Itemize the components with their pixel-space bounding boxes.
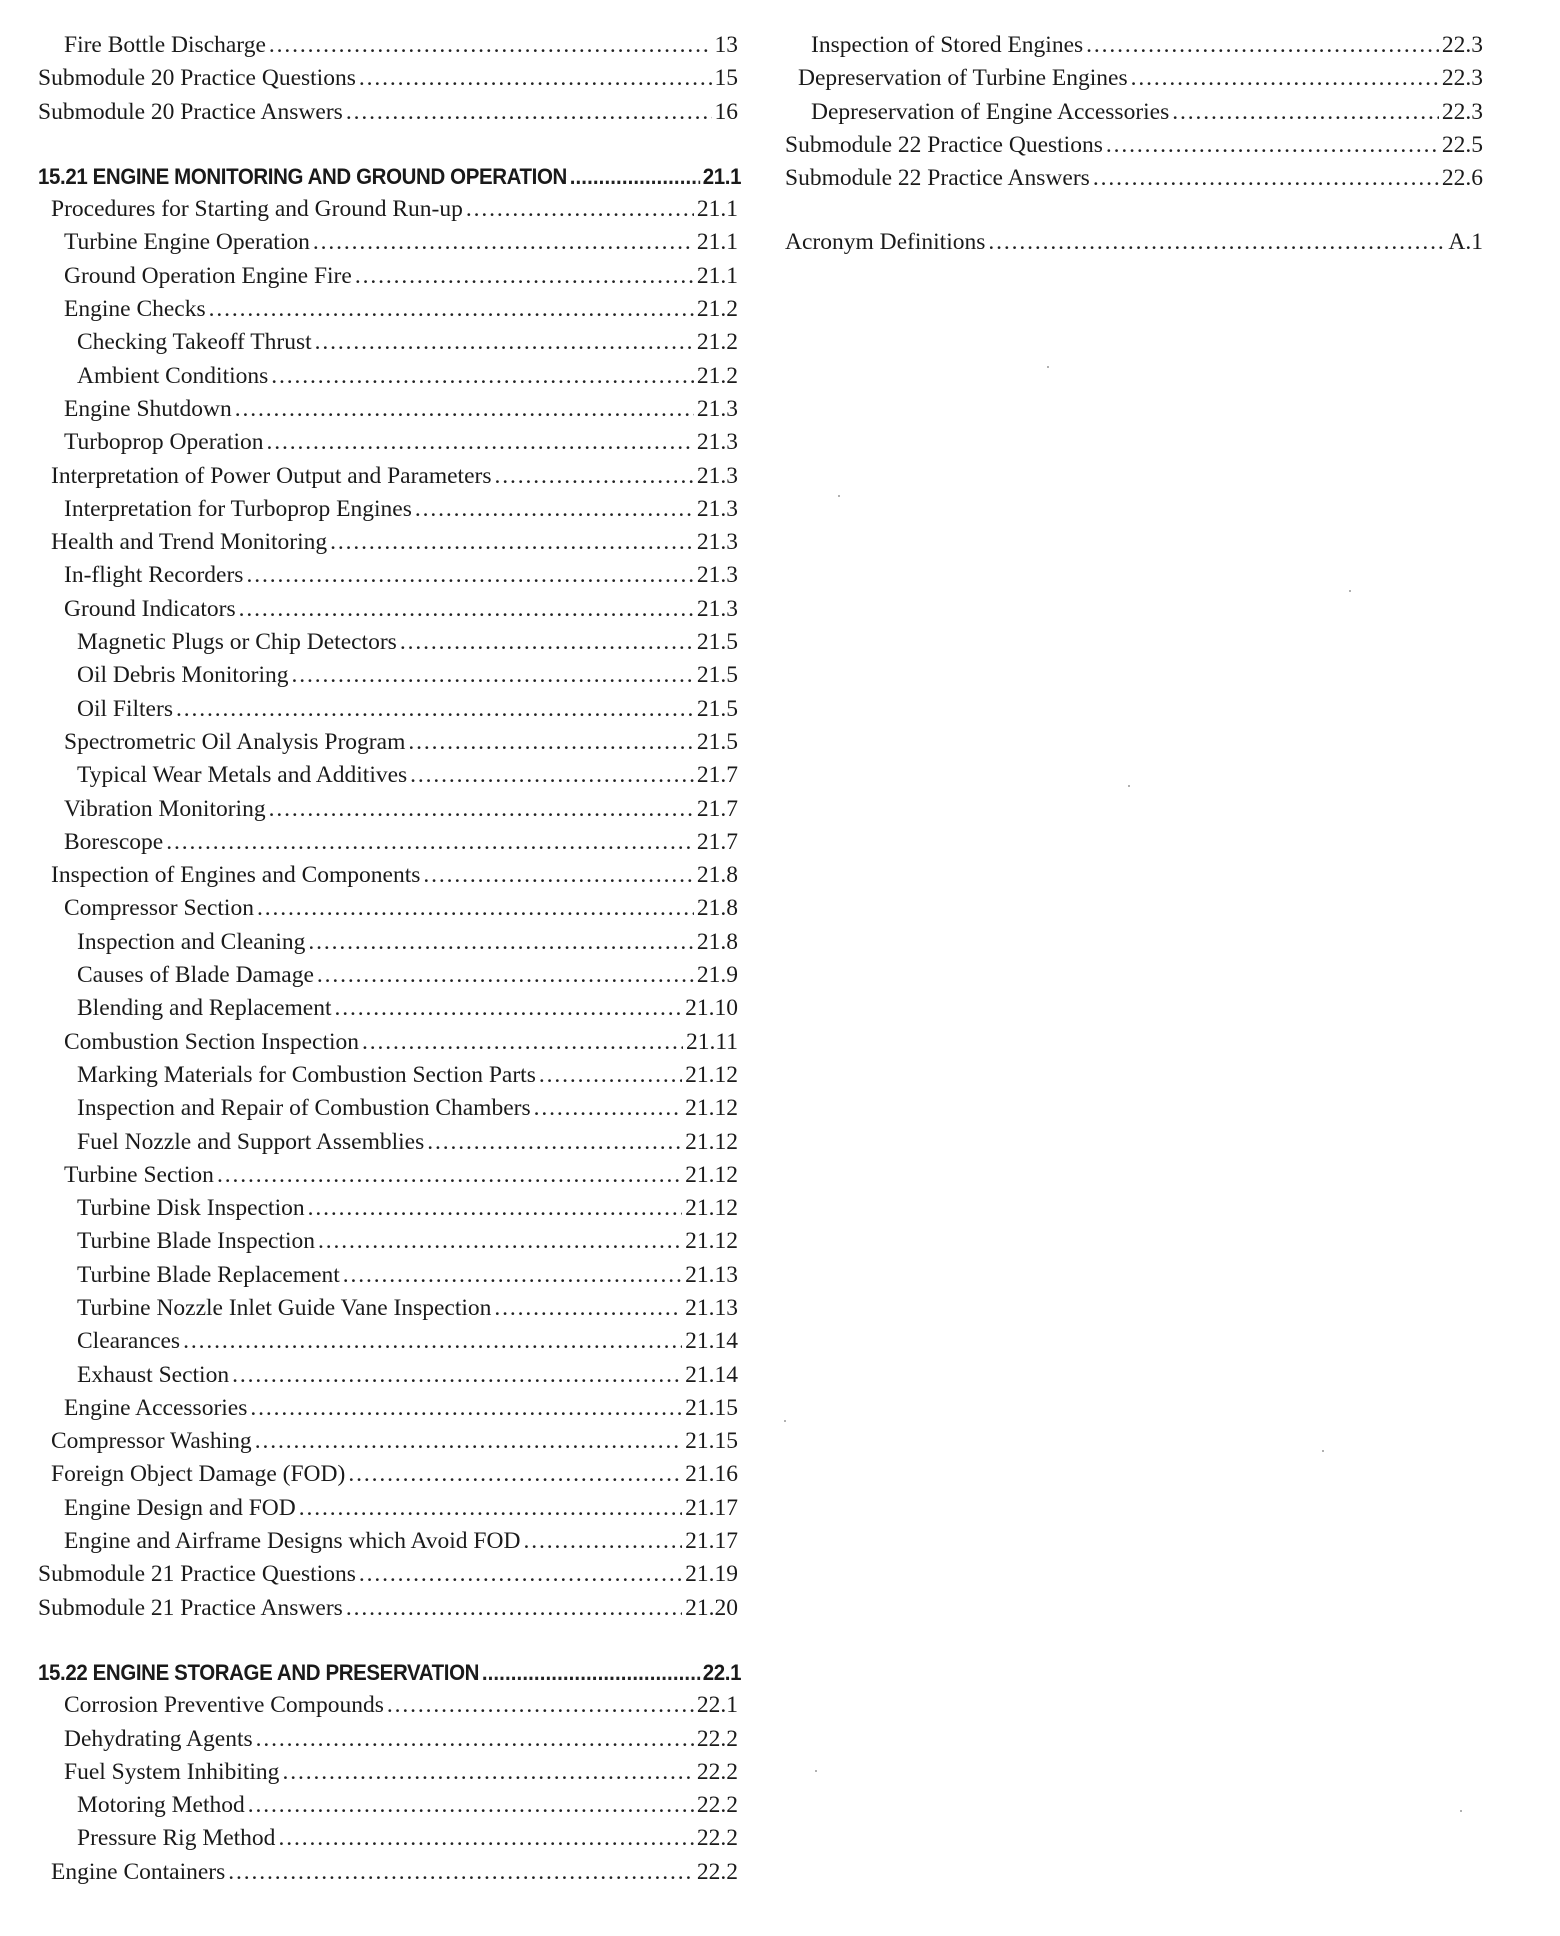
toc-entry-title: Submodule 21 Practice Answers xyxy=(38,1594,343,1621)
dot-leader xyxy=(330,526,694,559)
toc-entry-title: Pressure Rig Method xyxy=(77,1825,276,1852)
toc-entry-page: 21.14 xyxy=(685,1361,738,1388)
dot-leader xyxy=(539,1059,682,1092)
toc-entry-title: Turbine Nozzle Inlet Guide Vane Inspection xyxy=(77,1294,492,1321)
scan-speck xyxy=(1322,1450,1324,1452)
toc-entry[interactable]: Depreservation of Turbine Engines . . . 22.3 xyxy=(785,62,1483,95)
dot-leader xyxy=(267,426,694,459)
toc-entry-page: 22.2 xyxy=(696,1758,738,1785)
dot-leader xyxy=(217,1159,682,1192)
toc-entry[interactable] xyxy=(38,326,738,359)
dot-leader xyxy=(423,859,693,892)
toc-entry-page: 21.1 xyxy=(696,196,738,223)
toc-entry[interactable] xyxy=(38,1026,738,1059)
toc-entry-page: 21.11 xyxy=(685,1028,738,1055)
toc-entry-title: Motoring Method xyxy=(77,1792,245,1819)
toc-entry[interactable] xyxy=(38,426,738,459)
toc-entry-page: 21.19 xyxy=(685,1561,738,1588)
dot-leader xyxy=(257,892,694,925)
dot-leader xyxy=(209,293,694,326)
dot-leader xyxy=(176,693,694,726)
dot-leader xyxy=(308,926,693,959)
toc-entry[interactable] xyxy=(38,559,738,592)
toc-entry-title: Interpretation for Turboprop Engines xyxy=(64,495,412,522)
toc-entry[interactable] xyxy=(38,1756,738,1789)
toc-entry[interactable] xyxy=(38,1723,738,1756)
toc-entry-page: 21.5 xyxy=(696,662,738,689)
toc-entry-title: Engine Accessories xyxy=(64,1394,248,1421)
toc-entry-title: Engine Shutdown xyxy=(64,395,232,422)
dot-leader xyxy=(1093,162,1439,195)
dot-leader xyxy=(271,360,694,393)
toc-entry-title: Engine Design and FOD xyxy=(64,1494,296,1521)
toc-entry-title: Engine and Airframe Designs which Avoid FOD xyxy=(64,1528,521,1555)
toc-entry-title: Causes of Blade Damage xyxy=(77,962,314,989)
dot-leader xyxy=(256,1723,694,1756)
toc-entry[interactable]: Submodule 22 Practice Questions . . . 22.5 xyxy=(785,129,1483,162)
toc-entry-title: Inspection and Repair of Combustion Chambers xyxy=(77,1095,531,1122)
toc-entry-page: 21.13 xyxy=(685,1294,738,1321)
toc-entry-title: Inspection of Engines and Components xyxy=(51,862,421,889)
toc-entry[interactable] xyxy=(38,659,738,692)
toc-entry-page: 21.14 xyxy=(685,1328,738,1355)
toc-entry-title: Oil Debris Monitoring xyxy=(77,662,289,689)
toc-entry[interactable] xyxy=(38,226,738,259)
toc-entry-page: 21.3 xyxy=(696,595,738,622)
section-heading-15-22[interactable]: 15.22 ENGINE STORAGE AND PRESERVATION . . . 22.1 xyxy=(38,1656,741,1689)
toc-entry-page: 22.2 xyxy=(696,1825,738,1852)
dot-leader xyxy=(495,460,694,493)
dot-leader xyxy=(313,226,694,259)
dot-leader xyxy=(239,593,694,626)
toc-entry[interactable] xyxy=(38,1789,738,1822)
toc-entry-title: Oil Filters xyxy=(77,695,173,722)
toc-entry-title: Health and Trend Monitoring xyxy=(51,529,328,556)
toc-entry-page: 21.8 xyxy=(696,862,738,889)
toc-entry-page: 21.12 xyxy=(685,1228,738,1255)
toc-entry-page: 21.15 xyxy=(685,1394,738,1421)
toc-entry-page: 21.10 xyxy=(685,995,738,1022)
toc-entry[interactable] xyxy=(38,1126,738,1159)
dot-leader xyxy=(415,493,694,526)
toc-entry-page: 21.3 xyxy=(696,395,738,422)
scan-speck xyxy=(1047,366,1049,368)
section-heading-15-21[interactable]: 15.21 ENGINE MONITORING AND GROUND OPERATION . . . 21.1 xyxy=(38,160,741,193)
dot-leader xyxy=(359,1558,682,1591)
toc-entry[interactable] xyxy=(38,959,738,992)
toc-entry[interactable] xyxy=(38,826,738,859)
toc-entry-page: 22.2 xyxy=(696,1858,738,1885)
toc-entry-page: 21.9 xyxy=(696,962,738,989)
dot-leader xyxy=(482,1656,700,1689)
toc-entry-page: 22.2 xyxy=(696,1792,738,1819)
dot-leader xyxy=(248,1789,694,1822)
toc-entry-page: 22.2 xyxy=(696,1725,738,1752)
dot-leader xyxy=(250,1392,682,1425)
toc-entry[interactable]: Submodule 20 Practice Answers . . . 16 xyxy=(38,96,738,129)
dot-leader xyxy=(315,326,694,359)
dot-leader xyxy=(348,1458,682,1491)
toc-entry-page: 21.3 xyxy=(696,562,738,589)
toc-entry[interactable] xyxy=(38,759,738,792)
toc-entry-title: Blending and Replacement xyxy=(77,995,332,1022)
toc-entry-title: Turbine Blade Inspection xyxy=(77,1228,316,1255)
dot-leader xyxy=(346,96,712,129)
toc-entry-title: Turbine Disk Inspection xyxy=(77,1195,305,1222)
dot-leader xyxy=(400,626,694,659)
toc-entry-page: 21.7 xyxy=(696,795,738,822)
scan-speck xyxy=(1460,1810,1462,1812)
toc-entry-page: 21.15 xyxy=(685,1428,738,1455)
dot-leader xyxy=(292,659,694,692)
toc-entry-page: 21.2 xyxy=(696,329,738,356)
toc-entry-title: Checking Takeoff Thrust xyxy=(77,329,312,356)
toc-right-column xyxy=(785,29,1483,260)
toc-entry[interactable] xyxy=(38,1192,738,1225)
toc-entry[interactable] xyxy=(38,1325,738,1358)
scan-speck xyxy=(1349,590,1351,592)
toc-entry-page: 21.3 xyxy=(696,529,738,556)
toc-entry-title: Exhaust Section xyxy=(77,1361,230,1388)
toc-entry-title: Spectrometric Oil Analysis Program xyxy=(64,728,406,755)
toc-entry-page: 21.8 xyxy=(696,895,738,922)
dot-leader xyxy=(335,992,683,1025)
dot-leader xyxy=(1106,129,1439,162)
toc-entry[interactable] xyxy=(38,1159,738,1192)
toc-entry[interactable]: Submodule 22 Practice Answers . . . 22.6 xyxy=(785,162,1483,195)
toc-entry-page: 21.12 xyxy=(685,1195,738,1222)
toc-entry-title: Ground Indicators xyxy=(64,595,236,622)
dot-leader xyxy=(494,1292,682,1325)
section-21-entries xyxy=(38,193,738,1625)
section-22-entries xyxy=(38,1689,738,1889)
dot-leader xyxy=(299,1492,682,1525)
toc-entry[interactable] xyxy=(38,1225,738,1258)
scan-speck xyxy=(815,1770,817,1772)
toc-entry[interactable] xyxy=(38,1292,738,1325)
toc-entry-title: Combustion Section Inspection xyxy=(64,1028,360,1055)
toc-entry-title: Clearances xyxy=(77,1328,181,1355)
toc-entry-title: Turbine Section xyxy=(64,1161,214,1188)
toc-entry-page: 21.16 xyxy=(685,1461,738,1488)
toc-entry-page: 21.1 xyxy=(696,262,738,289)
toc-entry[interactable] xyxy=(38,1856,738,1889)
toc-entry[interactable] xyxy=(38,626,738,659)
toc-entry-title: Turbine Engine Operation xyxy=(64,229,310,256)
toc-entry-title: Turboprop Operation xyxy=(64,429,264,456)
toc-entry-title: Foreign Object Damage (FOD) xyxy=(51,1461,346,1488)
toc-entry-title: Dehydrating Agents xyxy=(64,1725,253,1752)
toc-entry-title: Compressor Section xyxy=(64,895,254,922)
scan-speck xyxy=(784,1420,786,1422)
dot-leader xyxy=(410,759,694,792)
toc-entry[interactable] xyxy=(38,1425,738,1458)
toc-entry[interactable] xyxy=(38,1592,738,1625)
toc-entry[interactable]: Fire Bottle Discharge . . . 13 xyxy=(38,29,738,62)
toc-entry-title: Corrosion Preventive Compounds xyxy=(64,1692,384,1719)
toc-entry[interactable] xyxy=(38,460,738,493)
scan-speck xyxy=(838,495,840,497)
toc-entry-page: 21.20 xyxy=(685,1594,738,1621)
toc-entry-page: 21.8 xyxy=(696,928,738,955)
toc-entry-page: 21.17 xyxy=(685,1494,738,1521)
dot-leader xyxy=(534,1092,683,1125)
toc-entry[interactable]: Inspection of Stored Engines . . . 22.3 xyxy=(785,29,1483,62)
toc-entry[interactable] xyxy=(38,793,738,826)
toc-entry[interactable] xyxy=(38,726,738,759)
toc-entry[interactable] xyxy=(38,1525,738,1558)
toc-entry-acronyms[interactable]: Acronym Definitions . . . A.1 xyxy=(785,226,1483,259)
toc-entry-page: 21.2 xyxy=(696,296,738,323)
toc-entry-title: Submodule 21 Practice Questions xyxy=(38,1561,356,1588)
toc-entry[interactable] xyxy=(38,360,738,393)
toc-entry[interactable] xyxy=(38,393,738,426)
toc-entry-title: Inspection and Cleaning xyxy=(77,928,306,955)
toc-entry[interactable] xyxy=(38,493,738,526)
toc-entry-title: Interpretation of Power Output and Parameters xyxy=(51,462,492,489)
dot-leader xyxy=(1131,62,1439,95)
toc-left-column xyxy=(38,29,742,1889)
dot-leader xyxy=(346,1592,682,1625)
dot-leader xyxy=(343,1259,682,1292)
dot-leader xyxy=(235,393,694,426)
toc-entry-title: Procedures for Starting and Ground Run-up xyxy=(51,196,463,223)
toc-entry[interactable] xyxy=(38,193,738,226)
toc-entry-title: Ground Operation Engine Fire xyxy=(64,262,352,289)
dot-leader xyxy=(408,726,694,759)
dot-leader xyxy=(228,1856,694,1889)
toc-entry[interactable] xyxy=(38,992,738,1025)
dot-leader xyxy=(269,29,712,62)
toc-entry-page: 21.7 xyxy=(696,828,738,855)
toc-entry-title: Fuel System Inhibiting xyxy=(64,1758,280,1785)
dot-leader xyxy=(166,826,694,859)
toc-entry-page: 21.12 xyxy=(685,1128,738,1155)
dot-leader xyxy=(427,1126,682,1159)
toc-entry[interactable] xyxy=(38,1059,738,1092)
toc-entry[interactable] xyxy=(38,1689,738,1722)
toc-entry-page: 21.3 xyxy=(696,495,738,522)
toc-entry-title: Fuel Nozzle and Support Assemblies xyxy=(77,1128,425,1155)
dot-leader xyxy=(523,1525,682,1558)
toc-entry-page: 21.12 xyxy=(685,1061,738,1088)
toc-entry-title: Magnetic Plugs or Chip Detectors xyxy=(77,629,397,656)
toc-entry[interactable] xyxy=(38,293,738,326)
dot-leader xyxy=(246,559,693,592)
dot-leader xyxy=(387,1689,694,1722)
toc-entry-title: Borescope xyxy=(64,828,164,855)
toc-entry-title: Marking Materials for Combustion Section Parts xyxy=(77,1061,536,1088)
toc-entry-title: Typical Wear Metals and Additives xyxy=(77,762,408,789)
dot-leader xyxy=(282,1756,693,1789)
dot-leader xyxy=(255,1425,682,1458)
toc-entry[interactable] xyxy=(38,693,738,726)
toc-entry-page: 21.2 xyxy=(696,362,738,389)
toc-entry-page: 21.12 xyxy=(685,1161,738,1188)
toc-entry-page: 21.13 xyxy=(685,1261,738,1288)
dot-leader xyxy=(318,1225,682,1258)
dot-leader xyxy=(362,1026,683,1059)
toc-entry-page: 21.5 xyxy=(696,629,738,656)
dot-leader xyxy=(1086,29,1439,62)
toc-entry[interactable] xyxy=(38,859,738,892)
toc-entry[interactable] xyxy=(38,892,738,925)
toc-entry-page: 21.17 xyxy=(685,1528,738,1555)
dot-leader xyxy=(988,226,1445,259)
toc-entry[interactable] xyxy=(38,1359,738,1392)
toc-entry-page: 21.1 xyxy=(696,229,738,256)
dot-leader xyxy=(570,160,700,193)
dot-leader xyxy=(1172,96,1439,129)
dot-leader xyxy=(269,793,694,826)
toc-entry-title: In-flight Recorders xyxy=(64,562,244,589)
dot-leader xyxy=(317,959,694,992)
toc-entry-title: Engine Containers xyxy=(51,1858,226,1885)
toc-entry[interactable] xyxy=(38,1558,738,1591)
toc-entry-page: 21.7 xyxy=(696,762,738,789)
dot-leader xyxy=(308,1192,683,1225)
toc-entry[interactable] xyxy=(38,1259,738,1292)
dot-leader xyxy=(355,260,694,293)
toc-entry-page: 21.12 xyxy=(685,1095,738,1122)
toc-entry-page: 22.1 xyxy=(696,1692,738,1719)
toc-entry[interactable] xyxy=(38,1392,738,1425)
toc-entry[interactable] xyxy=(38,1092,738,1125)
toc-entry-page: 21.3 xyxy=(696,462,738,489)
toc-entry-title: Engine Checks xyxy=(64,296,206,323)
toc-entry-page: 21.5 xyxy=(696,695,738,722)
toc-entry[interactable] xyxy=(38,1492,738,1525)
toc-entry[interactable] xyxy=(38,1458,738,1491)
dot-leader xyxy=(183,1325,682,1358)
dot-leader xyxy=(466,193,694,226)
toc-entry[interactable] xyxy=(38,1822,738,1855)
dot-leader xyxy=(278,1822,693,1855)
toc-entry[interactable]: Depreservation of Engine Accessories . . . 22.3 xyxy=(785,96,1483,129)
toc-entry-title: Vibration Monitoring xyxy=(64,795,266,822)
toc-entry[interactable] xyxy=(38,526,738,559)
dot-leader xyxy=(359,62,712,95)
toc-entry[interactable]: Submodule 20 Practice Questions . . . 15 xyxy=(38,62,738,95)
toc-entry-page: 21.3 xyxy=(696,429,738,456)
toc-entry-page: 21.5 xyxy=(696,728,738,755)
toc-entry[interactable] xyxy=(38,260,738,293)
toc-entry-title: Turbine Blade Replacement xyxy=(77,1261,340,1288)
dot-leader xyxy=(232,1359,682,1392)
toc-entry[interactable] xyxy=(38,926,738,959)
toc-entry[interactable] xyxy=(38,593,738,626)
toc-entry-title: Compressor Washing xyxy=(51,1428,252,1455)
toc-entry-title: Ambient Conditions xyxy=(77,362,269,389)
scan-speck xyxy=(1128,785,1130,787)
